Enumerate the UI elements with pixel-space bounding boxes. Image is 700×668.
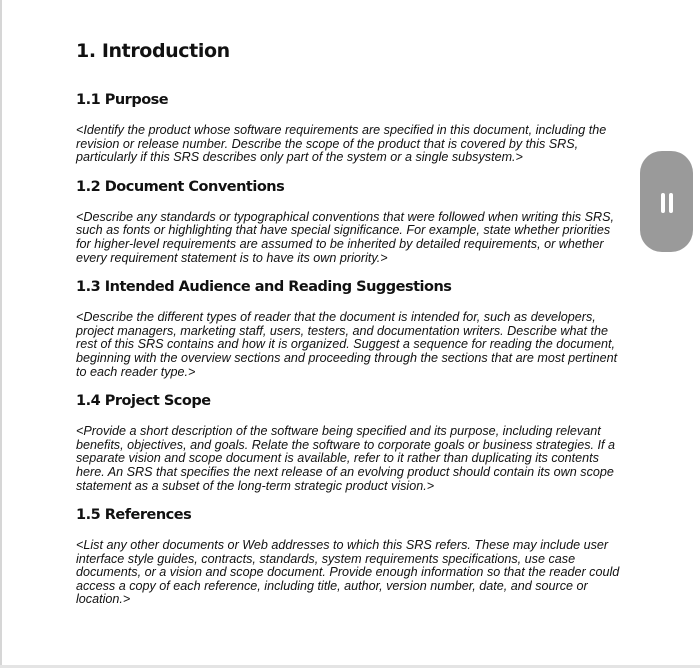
section-heading-purpose: 1.1 Purpose [76, 92, 169, 108]
scroll-handle[interactable] [640, 151, 693, 252]
page-left-border [0, 0, 2, 668]
section-heading-document-conventions: 1.2 Document Conventions [76, 178, 285, 195]
drag-handle-icon [661, 193, 665, 213]
section-heading-intended-audience: 1.3 Intended Audience and Reading Suggestions [76, 279, 452, 296]
section-body-purpose: <Identify the product whose software requirements are specified in this document, including the revision or release number. Describe the scope of the product that is covered by this SRS, particularly if this SRS describes only part of the system or a single subsystem.> [76, 123, 607, 165]
section-body-intended-audience: <Describe the different types of reader that the document is intended for, such as developers, project managers, marketing staff, users, testers, and documentation writers. Describe what the rest of this SRS contains and how it is organized. Suggest a sequence for reading the document, beginning with the overview sections and proceeding through the sections that are most pertinent to each reader type.> [76, 310, 618, 379]
section-heading-project-scope: 1.4 Project Scope [76, 393, 211, 410]
section-body-project-scope: <Provide a short description of the software being specified and its purpose, including relevant benefits, objectives, and goals. Relate the software to corporate goals or business strategies. If a separate vision and scope document is available, refer to it rather than duplicating its contents here. An SRS that specifies the next release of an evolving product should contain its own scope statement as a subset of the long-term strategic product vision.> [76, 424, 616, 493]
document-page [76, 38, 621, 619]
page-title: 1. Introduction [76, 40, 230, 62]
section-body-document-conventions: <Describe any standards or typographical conventions that were followed when writing this SRS, such as fonts or highlighting that have special significance. For example, state whether priorities for higher-level requirements are assumed to be inherited by detailed requirements, or whether every requirement statement is to have its own priority.> [76, 209, 614, 265]
section-body-references: <List any other documents or Web addresses to which this SRS refers. These may include user interface style guides, contracts, standards, system requirements specifications, use case documents, or a vision and scope document. Provide enough information so that the reader could access a copy of each reference, including title, author, version number, date, and source or location.> [76, 538, 620, 607]
section-heading-references: 1.5 References [76, 507, 192, 524]
drag-handle-icon-line [669, 193, 673, 213]
